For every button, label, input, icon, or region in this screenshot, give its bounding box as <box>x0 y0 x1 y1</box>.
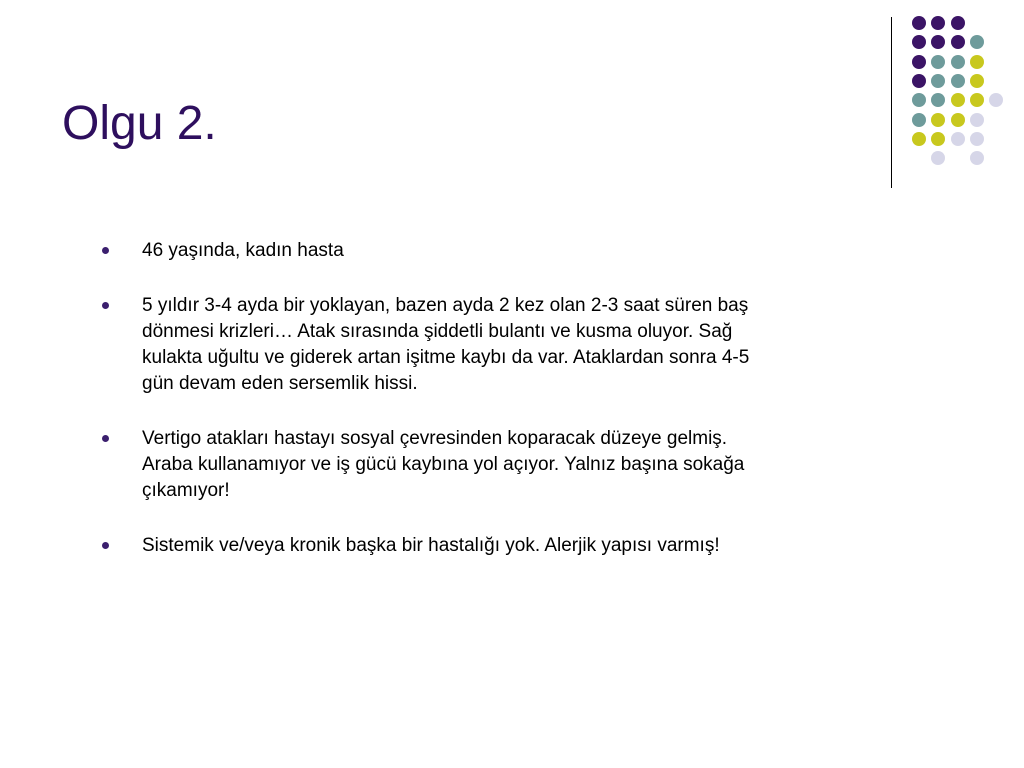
bullet-text: Sistemik ve/veya kronik başka bir hastalığı yok. Alerjik yapısı varmış! <box>142 535 720 556</box>
decorative-dot <box>951 132 965 146</box>
decorative-dot <box>912 55 926 69</box>
bullet-text: 5 yıldır 3-4 ayda bir yoklayan, bazen ayda 2 kez olan 2-3 saat süren baş dönmesi krizleri… Atak sırasında şiddetli bulantı ve kusma oluyor. Sağ kulakta uğultu ve giderek artan işitme kaybı da var. Ataklardan sonra 4-5 gün devam eden sersemlik hissi. <box>142 295 750 394</box>
decorative-dot <box>912 132 926 146</box>
decorative-dot <box>912 74 926 88</box>
decorative-dot <box>951 74 965 88</box>
decorative-dot <box>970 132 984 146</box>
decorative-dot <box>970 113 984 127</box>
decorative-dot <box>970 74 984 88</box>
decorative-dot <box>951 35 965 49</box>
decorative-dot <box>912 16 926 30</box>
decorative-dot <box>951 55 965 69</box>
decorative-dot <box>931 93 945 107</box>
slide-title: Olgu 2. <box>62 97 217 150</box>
decorative-dot <box>970 55 984 69</box>
bullet-dot-icon <box>102 435 109 442</box>
decorative-dot <box>931 74 945 88</box>
bullet-text: Vertigo atakları hastayı sosyal çevresinden koparacak düzeye gelmiş. Araba kullanamıyor ve iş gücü kaybına yol açıyor. Yalnız başına sokağa çıkamıyor! <box>142 428 745 501</box>
decorative-dot <box>912 35 926 49</box>
bullet-item <box>100 238 900 264</box>
bullet-dot-icon <box>102 542 109 549</box>
decorative-dot <box>989 93 1003 107</box>
bullet-item <box>100 293 900 397</box>
decorative-dot <box>912 93 926 107</box>
bullet-text: 46 yaşında, kadın hasta <box>142 240 344 261</box>
decorative-dot <box>951 93 965 107</box>
decorative-dot <box>951 16 965 30</box>
bullet-item <box>100 533 900 559</box>
bullet-item <box>100 426 900 504</box>
bullet-dot-icon <box>102 247 109 254</box>
bullet-dot-icon <box>102 302 109 309</box>
decorative-dot <box>912 113 926 127</box>
decorative-dot <box>970 35 984 49</box>
decorative-dot <box>931 151 945 165</box>
bullet-list <box>100 238 900 588</box>
decorative-dot <box>931 55 945 69</box>
vertical-divider <box>891 17 892 188</box>
decorative-dot <box>931 16 945 30</box>
decorative-dot <box>931 35 945 49</box>
decorative-dot <box>970 93 984 107</box>
decorative-dot <box>931 113 945 127</box>
decorative-dot <box>970 151 984 165</box>
decorative-dot <box>931 132 945 146</box>
decorative-dot <box>951 113 965 127</box>
